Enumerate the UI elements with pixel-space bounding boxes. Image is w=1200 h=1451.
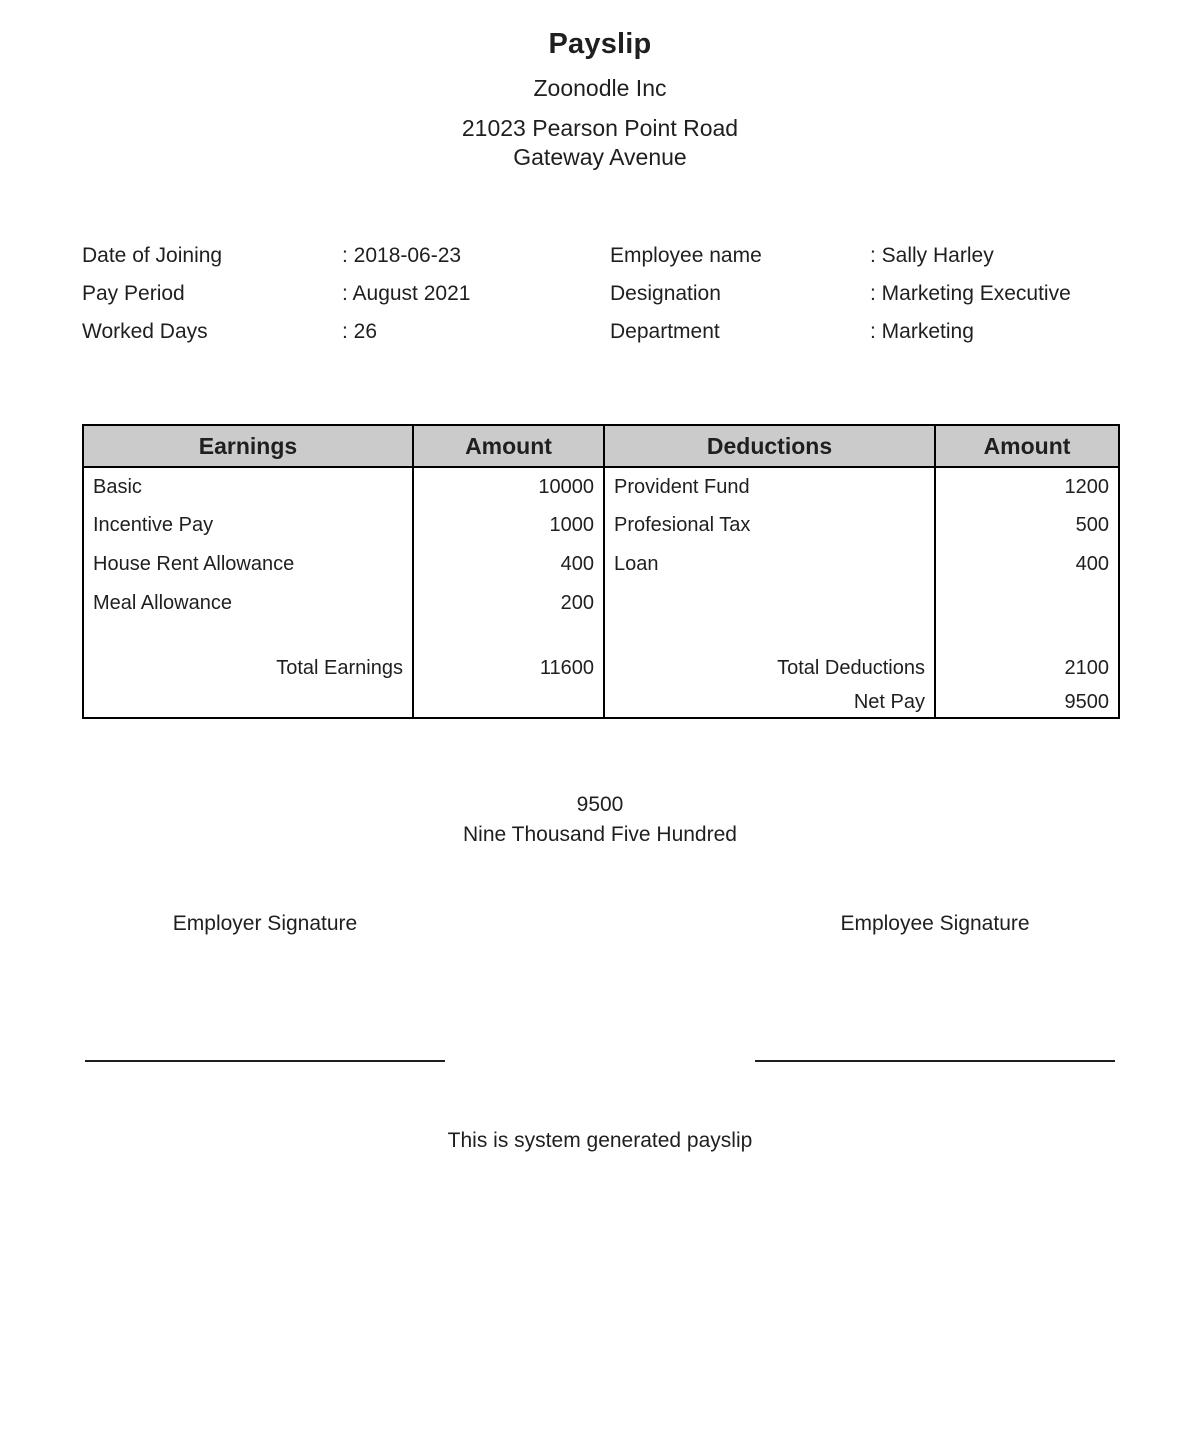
earning-label: Meal Allowance bbox=[83, 584, 413, 623]
net-pay-value: 9500 bbox=[935, 687, 1119, 718]
deduction-amount bbox=[935, 584, 1119, 623]
deduction-label: Provident Fund bbox=[604, 467, 935, 506]
table-row bbox=[83, 545, 1119, 584]
net-pay-number: 9500 bbox=[576, 793, 624, 816]
employee-name-value: : Sally Harley bbox=[870, 244, 994, 267]
earning-amount: 200 bbox=[413, 584, 604, 623]
table-totals-row bbox=[83, 649, 1119, 687]
table-row bbox=[83, 506, 1119, 545]
system-generated-note: This is system generated payslip bbox=[447, 1129, 753, 1152]
signature-section bbox=[85, 911, 1115, 1062]
earning-label: Incentive Pay bbox=[83, 506, 413, 545]
address-line-1: 21023 Pearson Point Road bbox=[461, 115, 739, 141]
earnings-column-header: Earnings bbox=[83, 425, 413, 467]
total-deductions-label: Total Deductions bbox=[604, 649, 935, 687]
earning-amount: 1000 bbox=[413, 506, 604, 545]
deduction-label bbox=[604, 584, 935, 623]
net-pay-summary bbox=[0, 790, 1200, 850]
info-row-date-of-joining bbox=[82, 237, 610, 275]
info-column-left bbox=[82, 237, 610, 351]
earning-label: House Rent Allowance bbox=[83, 545, 413, 584]
table-row bbox=[83, 584, 1119, 623]
info-row-department bbox=[610, 313, 1200, 351]
date-of-joining-label: Date of Joining bbox=[82, 244, 223, 267]
info-row-worked-days bbox=[82, 313, 610, 351]
earnings-amount-column-header: Amount bbox=[413, 425, 604, 467]
department-value: : Marketing bbox=[870, 320, 974, 343]
company-name: Zoonodle Inc bbox=[533, 75, 667, 101]
table-netpay-row bbox=[83, 687, 1119, 718]
date-of-joining-value: : 2018-06-23 bbox=[342, 244, 462, 267]
total-earnings-value: 11600 bbox=[413, 649, 604, 687]
worked-days-label: Worked Days bbox=[82, 320, 208, 343]
earnings-deductions-table bbox=[82, 424, 1120, 719]
deduction-amount: 1200 bbox=[935, 467, 1119, 506]
info-row-employee-name bbox=[610, 237, 1200, 275]
designation-label: Designation bbox=[610, 282, 721, 305]
worked-days-value: : 26 bbox=[342, 320, 378, 343]
table-header-row bbox=[83, 425, 1119, 467]
pay-period-value: : August 2021 bbox=[342, 282, 471, 305]
info-row-pay-period bbox=[82, 275, 610, 313]
earning-amount: 400 bbox=[413, 545, 604, 584]
pay-period-label: Pay Period bbox=[82, 282, 185, 305]
deductions-column-header: Deductions bbox=[604, 425, 935, 467]
department-label: Department bbox=[610, 320, 720, 343]
employee-name-label: Employee name bbox=[610, 244, 762, 267]
address-line-2: Gateway Avenue bbox=[513, 144, 687, 170]
designation-value: : Marketing Executive bbox=[870, 282, 1071, 305]
info-row-designation bbox=[610, 275, 1200, 313]
deductions-amount-column-header: Amount bbox=[935, 425, 1119, 467]
earning-label: Basic bbox=[83, 467, 413, 506]
table-spacer-row bbox=[83, 623, 1119, 649]
employee-info-section bbox=[82, 237, 1200, 351]
employee-signature-label: Employee Signature bbox=[840, 912, 1030, 935]
deduction-label: Profesional Tax bbox=[604, 506, 935, 545]
total-earnings-label: Total Earnings bbox=[83, 649, 413, 687]
net-pay-in-words: Nine Thousand Five Hundred bbox=[463, 823, 737, 846]
earning-amount: 10000 bbox=[413, 467, 604, 506]
table-row bbox=[83, 467, 1119, 506]
employee-signature-line bbox=[755, 1060, 1115, 1062]
total-deductions-value: 2100 bbox=[935, 649, 1119, 687]
deduction-label: Loan bbox=[604, 545, 935, 584]
info-column-right bbox=[610, 237, 1200, 351]
company-address bbox=[0, 114, 1200, 172]
net-pay-label: Net Pay bbox=[604, 687, 935, 718]
deduction-amount: 500 bbox=[935, 506, 1119, 545]
deduction-amount: 400 bbox=[935, 545, 1119, 584]
employee-signature-block bbox=[755, 911, 1115, 1062]
employer-signature-block bbox=[85, 911, 445, 1062]
employer-signature-line bbox=[85, 1060, 445, 1062]
employer-signature-label: Employer Signature bbox=[172, 912, 358, 935]
page-title: Payslip bbox=[548, 28, 652, 60]
